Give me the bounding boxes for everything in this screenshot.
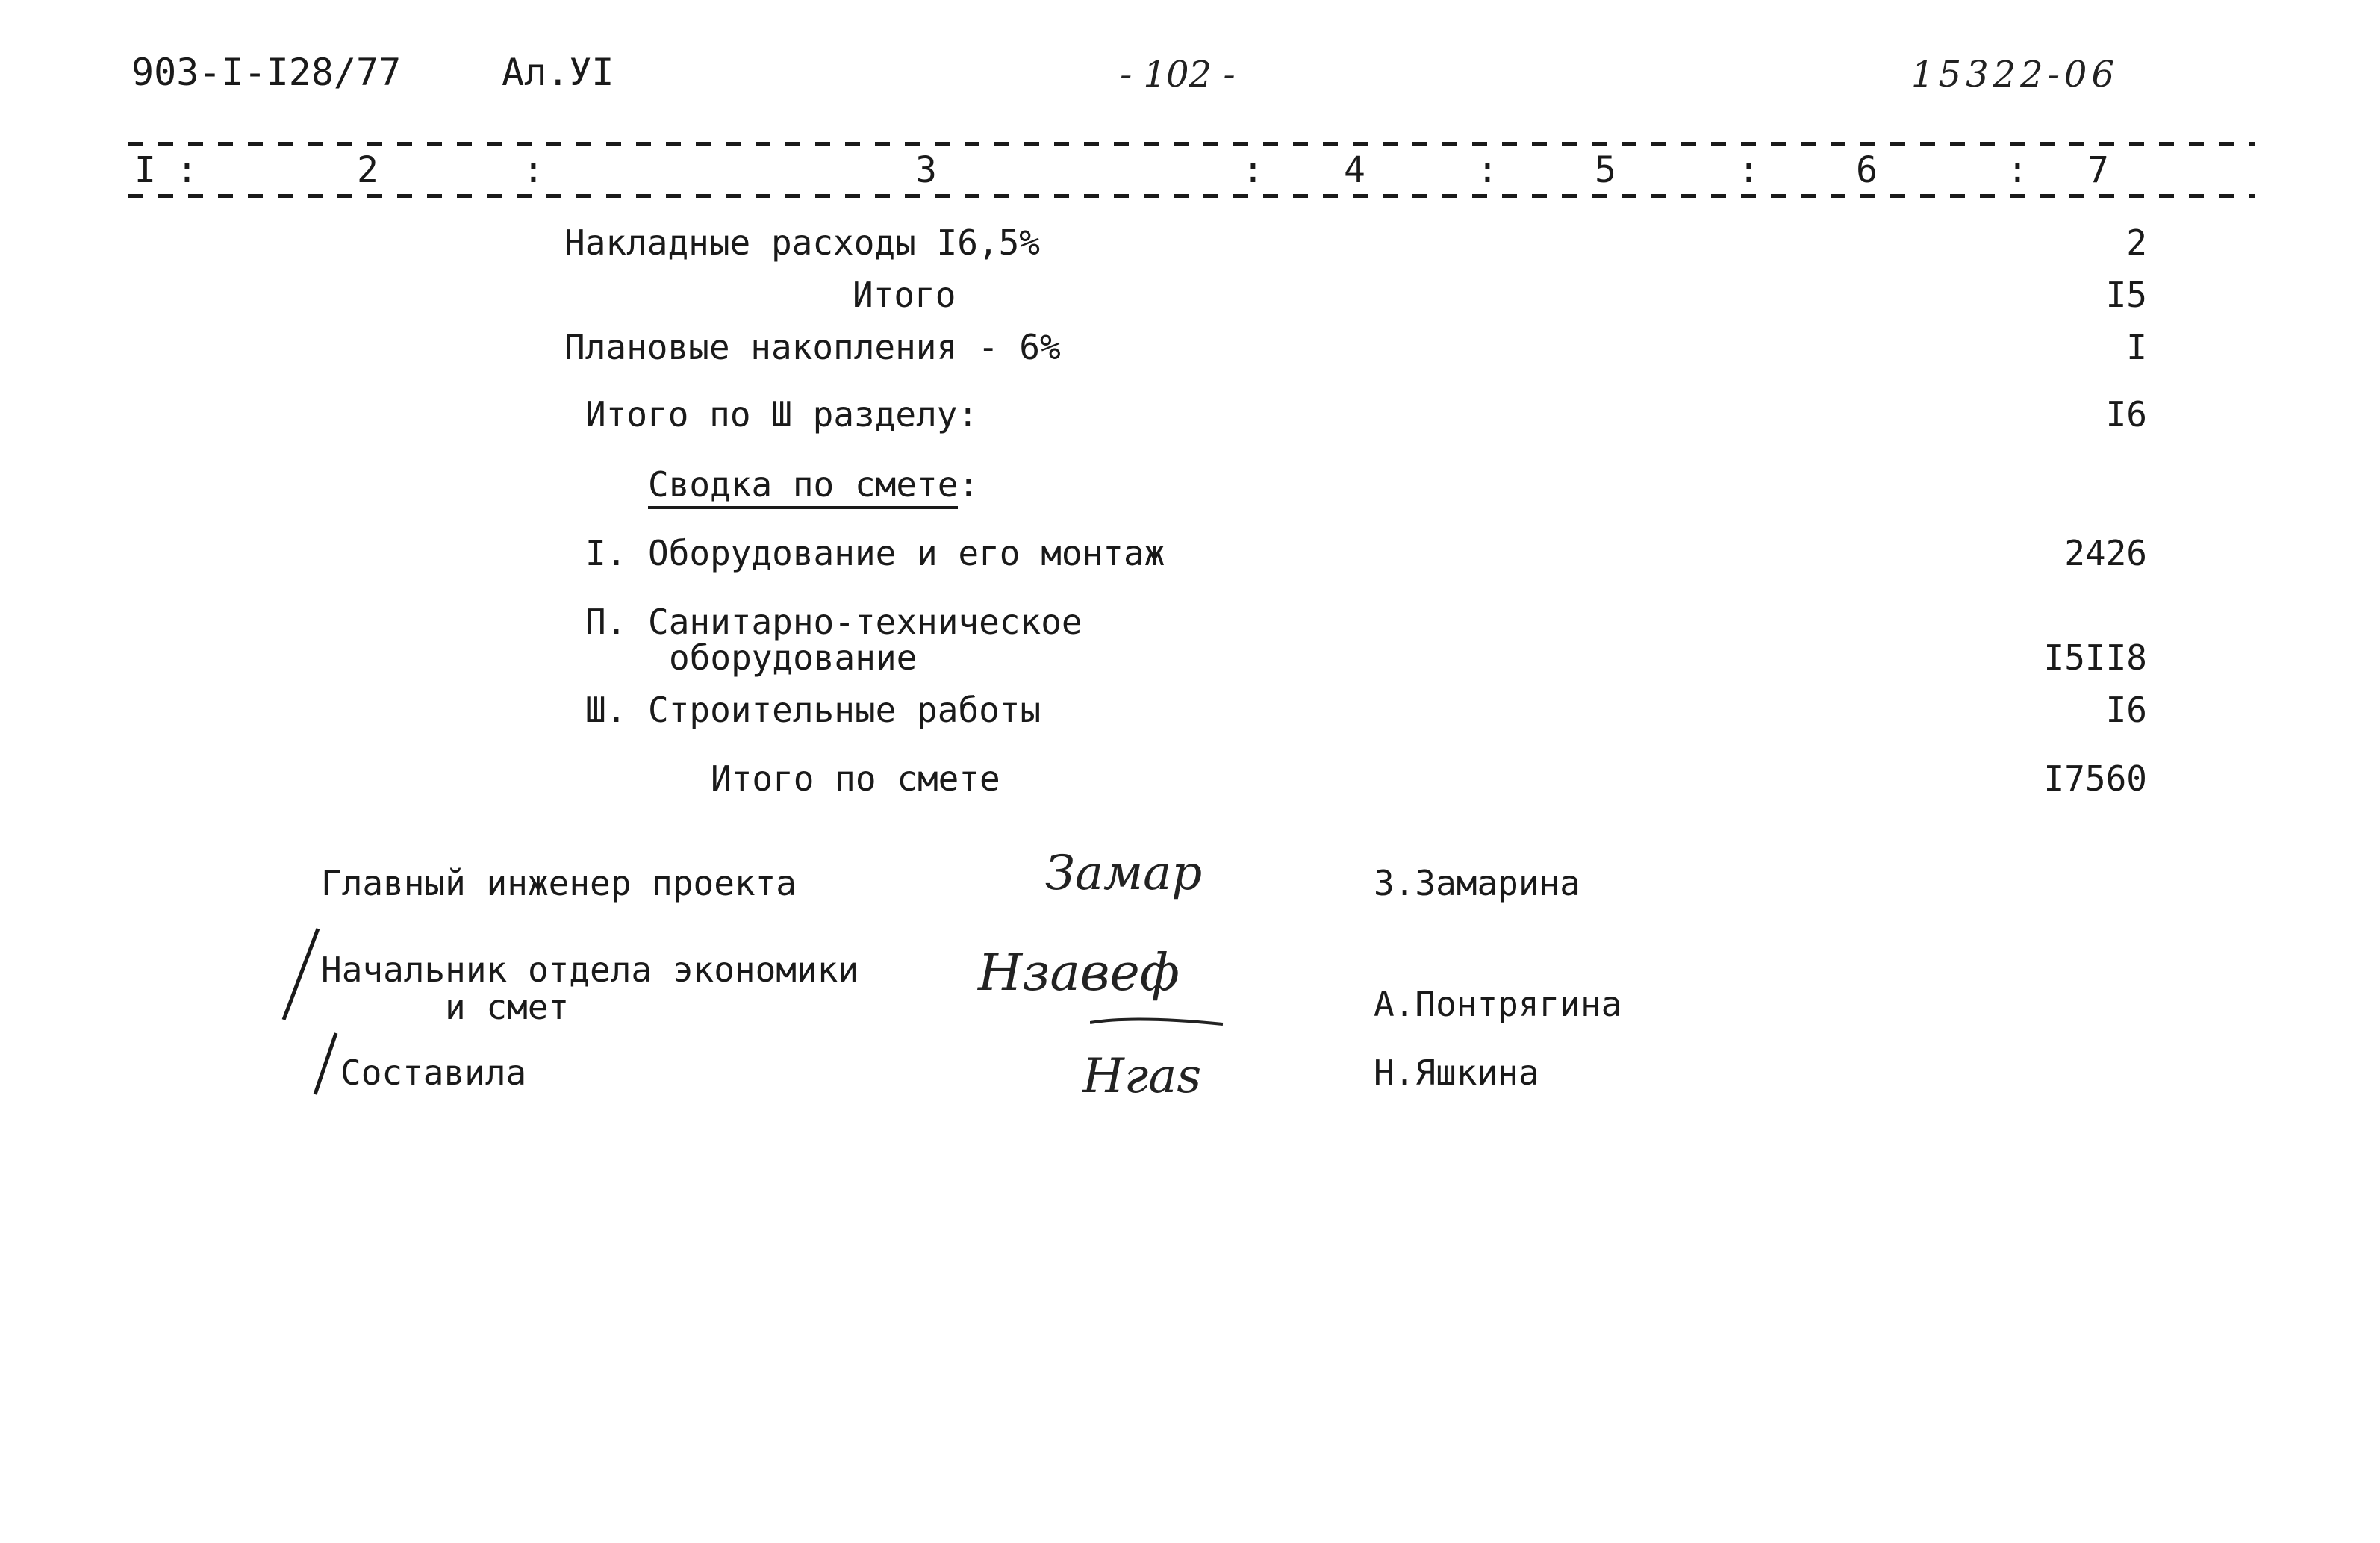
header-dashed-rule-top	[128, 142, 2255, 146]
subtotal-value: I5	[2105, 275, 2147, 315]
column-separator: :	[1242, 149, 1264, 191]
column-number-2: 2	[357, 149, 379, 191]
summary-item-1-label: Оборудование и его монтаж	[648, 533, 1165, 573]
sheet-number: Ал.УI	[502, 51, 614, 94]
compiler-signature: Нгаѕ	[1082, 1049, 1202, 1104]
summary-item-3-label: Строительные работы	[648, 690, 1041, 730]
summary-item-2-num: П.	[585, 602, 627, 642]
subtotal-label: Итого	[853, 275, 956, 315]
summary-item-3-value: I6	[2105, 690, 2147, 730]
slash-mark-icon	[311, 1030, 340, 1097]
summary-title	[648, 464, 979, 505]
column-number-3: 3	[915, 149, 937, 191]
column-number-6: 6	[1856, 149, 1878, 191]
signature-stroke-icon	[1090, 1008, 1224, 1038]
summary-item-2-label-cont: оборудование	[669, 638, 918, 678]
economics-head-role-cont: и смет	[445, 987, 570, 1027]
estimate-total-label: Итого по смете	[711, 758, 1000, 799]
header-dashed-rule-bottom	[128, 194, 2255, 198]
column-number-4: 4	[1344, 149, 1365, 191]
summary-item-2-value: I5II8	[2043, 638, 2147, 678]
archive-code: 15322-06	[1911, 54, 2119, 96]
column-separator: :	[1738, 149, 1760, 191]
doc-code: 903-I-I28/77	[131, 51, 402, 94]
compiler-role: Составила	[340, 1053, 527, 1093]
column-number-7: 7	[2087, 149, 2109, 191]
summary-item-3-num: Ш.	[585, 690, 627, 730]
section-3-total-value: I6	[2105, 394, 2147, 434]
column-separator: :	[1477, 149, 1498, 191]
column-separator: :	[176, 149, 198, 191]
compiler-name: Н.Яшкина	[1374, 1053, 1539, 1093]
summary-item-1-num: I.	[585, 533, 627, 573]
column-separator: :	[2007, 149, 2028, 191]
column-separator: :	[523, 149, 544, 191]
chief-engineer-signature: Замар	[1045, 846, 1203, 901]
page-number: - 102 -	[1120, 54, 1236, 96]
economics-head-signature: Нзавеф	[978, 944, 1180, 1003]
column-number-5: 5	[1595, 149, 1616, 191]
planned-savings-value: I	[2126, 327, 2147, 367]
planned-savings-label: Плановые накопления - 6%	[564, 327, 1061, 367]
chief-engineer-name: З.Замарина	[1374, 863, 1580, 903]
summary-item-1-value: 2426	[2064, 533, 2147, 573]
summary-title-colon: :	[958, 464, 979, 505]
overhead-costs-label: Накладные расходы I6,5%	[564, 222, 1040, 263]
summary-item-2-label: Санитарно-техническое	[648, 602, 1082, 642]
economics-head-role: Начальник отдела экономики	[321, 950, 859, 990]
overhead-costs-value: 2	[2126, 222, 2147, 263]
chief-engineer-role: Главный инженер проекта	[321, 863, 797, 903]
slash-mark-icon	[279, 926, 324, 1023]
summary-title-text: Сводка по смете	[648, 464, 958, 509]
section-3-total-label: Итого по Ш разделу:	[585, 394, 979, 434]
estimate-total-value: I7560	[2043, 758, 2147, 799]
column-number-1: I	[134, 149, 156, 191]
economics-head-name: А.Понтрягина	[1374, 984, 1622, 1024]
